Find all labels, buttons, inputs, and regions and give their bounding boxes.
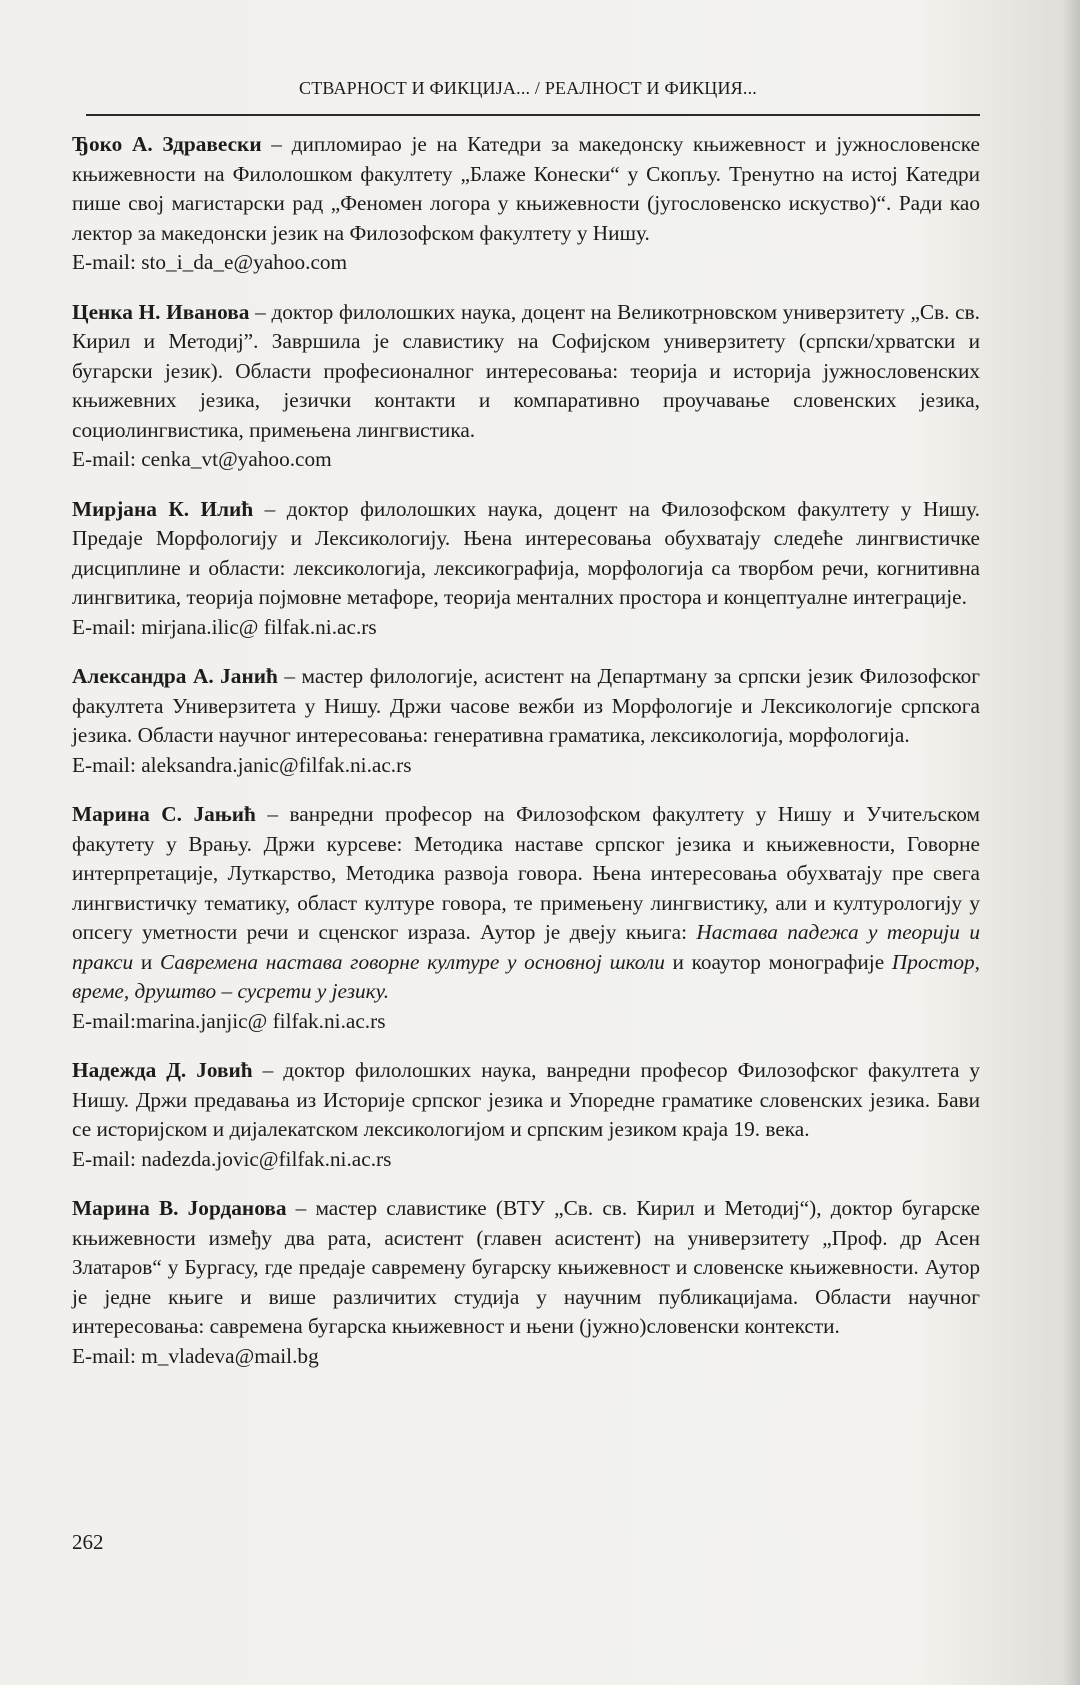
running-header: СТВАРНОСТ И ФИКЦИЈА... / РЕАЛНОСТ И ФИКЦИЯ... bbox=[299, 78, 757, 98]
bio-text: – доктор филолошких наука, доцент на Великотрновском универзитету „Св. св. Кирил и Методиј”. Завршила је славистику на Софијском универзитету (српски/хрватски и бугарски језик). Области професионалног интересовања: теорија и историја јужнословенских књижевних језика, језички контакти и компаративно проучавање словенских језика, социолингвистика, примењена лингвистика. bbox=[72, 299, 981, 442]
contributor-bio bbox=[72, 800, 980, 1007]
contributor-bio bbox=[72, 662, 980, 751]
bio-text: – ванредни професор на Филозофском факултету у Нишу и Учитељском факутету у Врању. Држи курсеве: Методика наставе српског језика и књижевности, Говорне интерпретације, Луткарство, Методика развоја говора. Њена интересовања обухватају пре свега лингвистичку тематику, област културе говора, те примењену лингвистику, али и културологију у опсегу уметности речи и сценског израза. Аутор је двеју књига: bbox=[72, 802, 980, 944]
book-title: Простор, време, друштво – сусрети у језику. bbox=[72, 949, 981, 1003]
bio-text: и bbox=[133, 949, 160, 974]
contributor-email: E-mail: aleksandra.janic@filfak.ni.ac.rs bbox=[72, 752, 412, 777]
contributors-list bbox=[72, 130, 980, 1391]
bio-text: и коаутор монографије bbox=[664, 949, 892, 974]
bio-text: – мастер славистике (ВТУ „Св. св. Кирил и Методиј“), доктор бугарске књижевности између два рата, асистент (главен асистент) на универзитету „Проф. др Асен Златаров“ у Бургасу, где предаје савремену бугарску књижевност и словенске књижевности. Аутор је једне књиге и више различитих студија у научним публикацијама. Области научног интересовања: савремена бугарска књижевност и њени (јужно)словенски контексти. bbox=[72, 1196, 980, 1338]
contributor-bio bbox=[72, 1056, 980, 1145]
contributor-email: E-mail: cenka_vt@yahoo.com bbox=[72, 447, 332, 471]
contributor-name: Ценка Н. Иванова bbox=[72, 299, 250, 324]
page-number: 262 bbox=[72, 1530, 104, 1554]
contributor-entry bbox=[72, 298, 980, 475]
contributor-entry bbox=[72, 495, 980, 643]
contributor-email: E-mail: m_vladeva@mail.bg bbox=[72, 1343, 319, 1368]
bio-text: – мастер филологије, асистент на Департману за српски језик Филозофског факултета Универзитета у Нишу. Држи часове вежби из Морфологије и Лексикологије српскога језика. Области научног интересовања: генеративна граматика, лексикологија, морфологија. bbox=[72, 664, 980, 747]
contributor-email: E-mail: nadezda.jovic@filfak.ni.ac.rs bbox=[72, 1146, 392, 1171]
contributor-entry bbox=[72, 662, 980, 780]
contributor-email: E-mail: mirjana.ilic@ filfak.ni.ac.rs bbox=[72, 614, 377, 639]
contributor-name: Надежда Д. Јовић bbox=[72, 1058, 253, 1082]
contributor-bio bbox=[72, 130, 980, 248]
book-title: Настава падежа у теорији и пракси bbox=[72, 920, 980, 974]
contributor-bio bbox=[72, 495, 980, 613]
page-edge-shadow bbox=[1062, 0, 1080, 1685]
contributor-entry bbox=[72, 130, 980, 278]
contributor-email: E-mail: sto_i_da_e@yahoo.com bbox=[72, 250, 348, 274]
bio-text: – дипломирао је на Катедри за македонску књижевност и јужнословенске књижевности на Филолошком факултету „Блаже Конески“ у Скопљу. Тренутно на истој Катедри пише свој магистарски рад „Феномен логора у књижевности (југословенско искуство)“. Ради као лектор за македонски језик на Филозофском факултету у Нишу. bbox=[72, 132, 981, 245]
contributor-name: Марина В. Јорданова bbox=[72, 1196, 287, 1220]
contributor-entry bbox=[72, 1056, 980, 1174]
contributor-bio bbox=[72, 1194, 980, 1342]
contributor-name: Ђоко А. Здравески bbox=[72, 132, 262, 156]
bio-text: – доктор филолошких наука, доцент на Филозофском факултету у Нишу. Предаје Морфологију и Лексикологију. Њена интересовања обухватају следеће лингвистичке дисциплине и области: лексикологија, лексикографија, морфологија са творбом речи, когнитивна лингвитика, теорија појмовне метафоре, теорија менталних простора и концептуалне интеграције. bbox=[72, 496, 981, 609]
book-title: Савремена настава говорне културе у основној школи bbox=[160, 949, 665, 974]
bio-text: – доктор филолошких наука, ванредни професор Филозофског факултета у Нишу. Држи предавања из Историје српског језика и Упоредне граматике словенских језика. Бави се историјском и дијалекатском лексикологијом и српским језиком краја 19. века. bbox=[72, 1058, 981, 1141]
contributor-entry bbox=[72, 1194, 980, 1371]
header-rule bbox=[86, 114, 980, 116]
contributor-email: E-mail:marina.janjic@ filfak.ni.ac.rs bbox=[72, 1008, 386, 1033]
contributor-name: Александра А. Јанић bbox=[72, 664, 278, 688]
contributor-bio bbox=[72, 298, 980, 446]
contributor-name: Мирјана К. Илић bbox=[72, 496, 254, 521]
contributor-entry bbox=[72, 800, 980, 1036]
contributor-name: Марина С. Јањић bbox=[72, 802, 256, 826]
